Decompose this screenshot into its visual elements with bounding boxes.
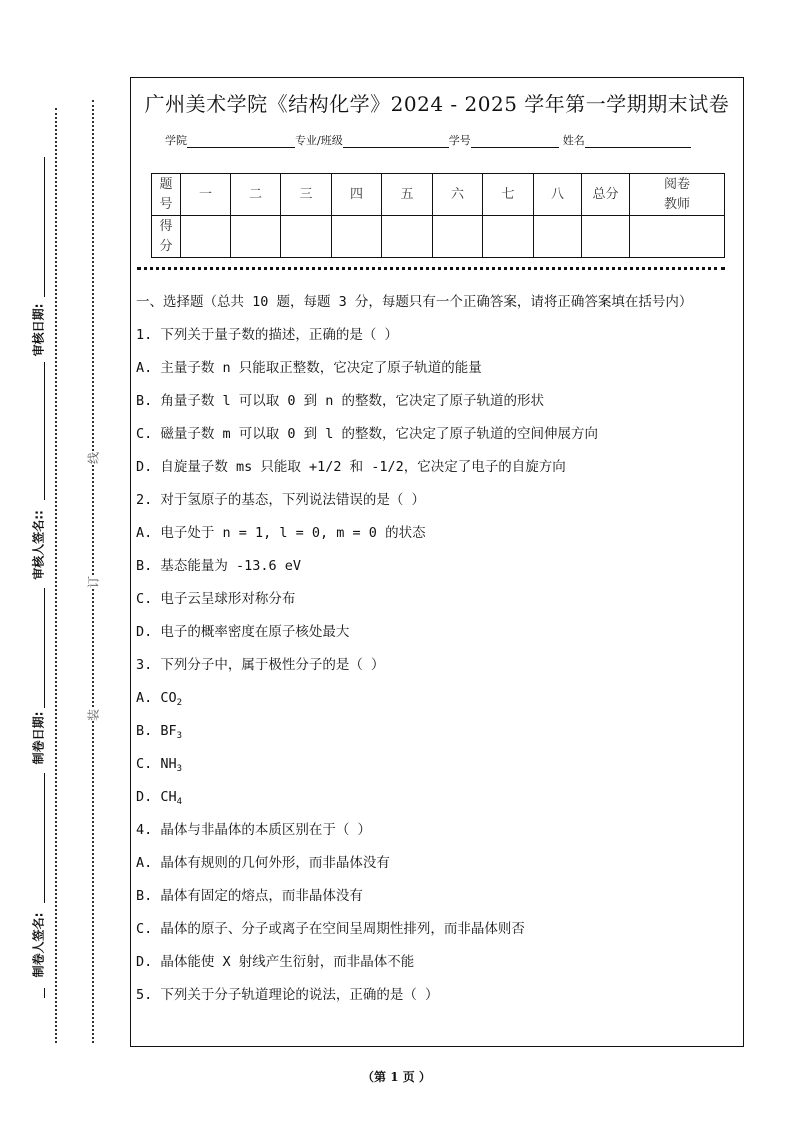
- col-header-4: 四: [332, 174, 382, 216]
- review-date-label: 审核日期:: [31, 303, 46, 357]
- question-1-option-b: B. 角量子数 l 可以取 0 到 n 的整数，它决定了原子轨道的形状: [136, 393, 545, 409]
- binding-char-ding: 订: [84, 576, 103, 588]
- question-2-stem: 2. 对于氢原子的基态，下列说法错误的是（ ）: [136, 492, 426, 508]
- student-id-label: 学号: [448, 134, 471, 147]
- formula-subscript: 4: [176, 797, 183, 807]
- paper-maker-signature-label: 制卷人签名:: [31, 912, 46, 978]
- question-3-option-a: [136, 686, 733, 719]
- col-header-7: 七: [483, 174, 534, 216]
- header-char: 分: [159, 238, 173, 254]
- cut-line-outer: [92, 100, 94, 1043]
- section-heading: 一、选择题（总共 10 题，每题 3 分，每题只有一个正确答案，请将正确答案填在括号内）: [136, 294, 693, 310]
- question-3-option-d: [136, 785, 733, 818]
- score-table: [151, 173, 725, 258]
- option-prefix: B.: [136, 723, 161, 739]
- binding-char-xian: 线: [84, 452, 103, 464]
- question-4-option-a: A. 晶体有规则的几何外形，而非晶体没有: [136, 855, 390, 871]
- col-header-1: 一: [181, 174, 231, 216]
- formula: CH: [160, 789, 177, 805]
- exam-frame: [130, 77, 744, 1047]
- question-1-option-c: C. 磁量子数 m 可以取 0 到 l 的整数，它决定了原子轨道的空间伸展方向: [136, 426, 599, 442]
- question-1-option-a: A. 主量子数 n 只能取正整数，它决定了原子轨道的能量: [136, 360, 482, 376]
- signature-line: [44, 588, 45, 708]
- question-4-stem: 4. 晶体与非晶体的本质区别在于（ ）: [136, 822, 372, 838]
- question-5-stem: 5. 下列关于分子轨道理论的说法，正确的是（ ）: [136, 987, 439, 1003]
- score-cell-8[interactable]: [534, 216, 582, 258]
- question-2-option-a: A. 电子处于 n = 1, l = 0, m = 0 的状态: [136, 525, 426, 541]
- question-3-stem: 3. 下列分子中，属于极性分子的是（ ）: [136, 657, 385, 673]
- question-4-option-b: B. 晶体有固定的熔点，而非晶体没有: [136, 888, 363, 904]
- question-4-option-d: D. 晶体能使 X 射线产生衍射，而非晶体不能: [136, 954, 415, 970]
- reviewer-head-line2: 教师: [663, 196, 690, 212]
- cut-line-inner: [55, 108, 57, 1043]
- exam-title: 广州美术学院《结构化学》2024 - 2025 学年第一学期期末试卷: [144, 92, 730, 116]
- formula-subscript: 3: [176, 731, 183, 741]
- dotted-separator: [137, 267, 725, 270]
- score-table-score-row: [152, 216, 725, 258]
- name-label: 姓名: [562, 134, 585, 147]
- question-1-stem: 1. 下列关于量子数的描述，正确的是（ ）: [136, 327, 399, 343]
- col-header-total: 总分: [582, 174, 630, 216]
- header-cell-question-no: [152, 174, 181, 216]
- formula: NH: [160, 756, 177, 772]
- score-cell-reviewer[interactable]: [630, 216, 725, 258]
- question-4-option-c: C. 晶体的原子、分子或离子在空间呈周期性排列，而非晶体则否: [136, 921, 525, 937]
- col-header-6: 六: [433, 174, 483, 216]
- question-section-1: [136, 290, 733, 1016]
- option-prefix: C.: [136, 756, 161, 772]
- header-char: 号: [159, 196, 173, 212]
- score-cell-4[interactable]: [332, 216, 382, 258]
- question-2-option-b: B. 基态能量为 -13.6 eV: [136, 558, 302, 574]
- score-table-header-row: [152, 174, 725, 216]
- signature-line: [44, 773, 45, 903]
- score-cell-total[interactable]: [582, 216, 630, 258]
- question-3-option-c: [136, 752, 733, 785]
- col-header-reviewer: [630, 174, 725, 216]
- binding-char-zhuang: 装: [84, 709, 103, 721]
- question-2-option-c: C. 电子云呈球形对称分布: [136, 591, 296, 607]
- score-cell-5[interactable]: [382, 216, 433, 258]
- col-header-2: 二: [231, 174, 281, 216]
- formula-subscript: 2: [176, 698, 183, 708]
- col-header-5: 五: [382, 174, 433, 216]
- name-field[interactable]: [585, 135, 691, 148]
- header-char: 得: [159, 218, 173, 234]
- major-class-field[interactable]: [343, 135, 449, 148]
- student-id-field[interactable]: [471, 135, 559, 148]
- question-1-option-d: D. 自旋量子数 ms 只能取 +1/2 和 -1/2，它决定了电子的自旋方向: [136, 459, 566, 475]
- col-header-3: 三: [281, 174, 332, 216]
- formula-subscript: 3: [176, 764, 183, 774]
- reviewer-head-line1: 阅卷: [663, 176, 690, 192]
- option-prefix: D.: [136, 789, 161, 805]
- question-3-option-b: [136, 719, 733, 752]
- header-char: 题: [159, 176, 173, 192]
- major-class-label: 专业/班级: [295, 134, 343, 147]
- reviewer-signature-label: 审核人签名::: [31, 510, 46, 580]
- signature-line: [44, 988, 45, 998]
- signature-line: [44, 157, 45, 297]
- college-field[interactable]: [187, 135, 295, 148]
- student-info-row: [165, 132, 691, 148]
- header-cell-score: [152, 216, 181, 258]
- signature-line: [44, 362, 45, 500]
- score-cell-7[interactable]: [483, 216, 534, 258]
- formula: CO: [160, 690, 177, 706]
- score-cell-2[interactable]: [231, 216, 281, 258]
- option-prefix: A.: [136, 690, 161, 706]
- formula: BF: [160, 723, 177, 739]
- question-2-option-d: D. 电子的概率密度在原子核处最大: [136, 624, 350, 640]
- col-header-8: 八: [534, 174, 582, 216]
- paper-date-label: 制卷日期:: [31, 711, 46, 765]
- page-number: （第 1 页 ）: [362, 1070, 431, 1084]
- college-label: 学院: [165, 134, 187, 147]
- score-cell-6[interactable]: [433, 216, 483, 258]
- score-cell-1[interactable]: [181, 216, 231, 258]
- score-cell-3[interactable]: [281, 216, 332, 258]
